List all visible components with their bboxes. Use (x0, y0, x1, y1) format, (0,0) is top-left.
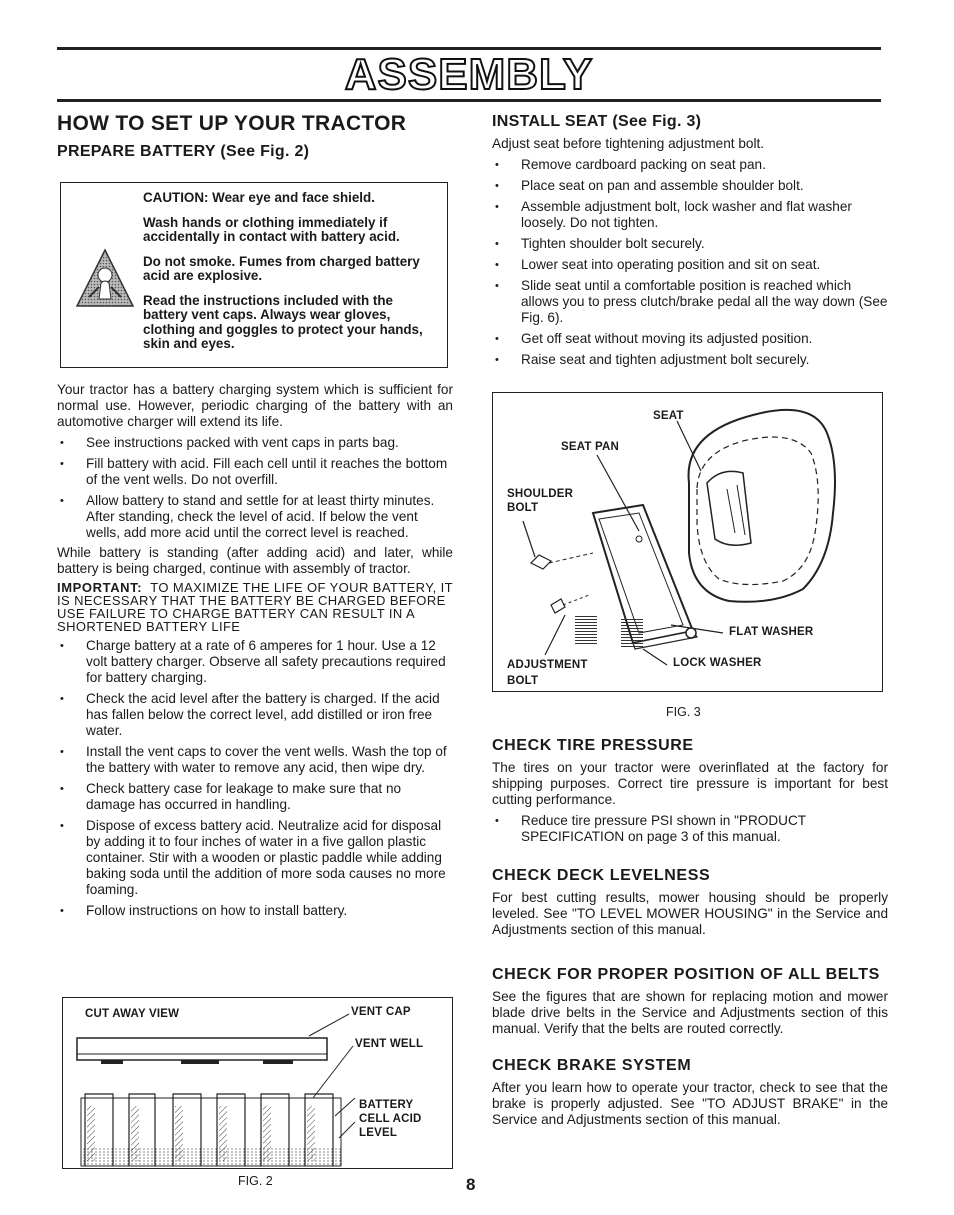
battery-label: BATTERY (359, 1099, 414, 1111)
flat-washer-label: FLAT WASHER (729, 626, 814, 638)
left-column (57, 112, 453, 919)
figure-3-seat (492, 392, 883, 692)
list-item: • Charge battery at a rate of 6 amperes for 1 hour. Use a 12 volt battery charger. Observe all safety precautions required for battery charging. (57, 638, 453, 686)
list-item: • Follow instructions on how to install battery. (57, 903, 453, 919)
list-item: • Remove cardboard packing on seat pan. (492, 157, 888, 173)
caution-line-2: Wash hands or clothing immediately if accidentally in contact with battery acid. (143, 214, 400, 244)
adjustment-label: ADJUSTMENT (507, 659, 588, 671)
page-title: ASSEMBLY (344, 50, 594, 99)
seat-label: SEAT (653, 410, 684, 422)
tire-pressure-heading: CHECK TIRE PRESSURE (492, 737, 694, 754)
shoulder-bolt-label (507, 487, 573, 515)
battery-steps-list (57, 435, 453, 541)
list-item: • Check battery case for leakage to make sure that no damage has occurred in handling. (57, 781, 453, 813)
seat-steps-list (492, 157, 888, 368)
important-label: IMPORTANT: (57, 580, 143, 595)
belts-text: See the figures that are shown for replacing motion and mower blade drive belts in the Service and Adjustments section of this manual. Verify that the belts are routed correctly. (492, 989, 888, 1036)
right-lower-sections (492, 737, 888, 1128)
standing-text: While battery is standing (after adding acid) and later, while battery is being charged, continue with assembly of tractor. (57, 545, 453, 576)
adjustment-bolt-label (507, 657, 588, 689)
caution-box (60, 182, 448, 368)
caution-line-3: Do not smoke. Fumes from charged battery acid are explosive. (143, 253, 420, 283)
caution-line-1: CAUTION: Wear eye and face shield. (143, 190, 375, 205)
tire-steps-list (492, 813, 888, 845)
level-label: LEVEL (359, 1127, 398, 1139)
list-item: • Raise seat and tighten adjustment bolt securely. (492, 352, 888, 368)
cut-away-view-label: CUT AWAY VIEW (85, 1008, 180, 1020)
list-item: • Assemble adjustment bolt, lock washer and flat washer loosely. Do not tighten. (492, 199, 888, 231)
battery-cutaway-drawing (63, 998, 454, 1170)
vent-well-label: VENT WELL (355, 1038, 424, 1050)
important-text: TO MAXIMIZE THE LIFE OF YOUR BATTERY, IT IS NECESSARY THAT THE BATTERY BE CHARGED BEFORE USE FAILURE TO CHARGE BATTERY CAN RESULT IN A SHORTENED BATTERY LIFE (57, 580, 453, 634)
list-item: • Allow battery to stand and settle for at least thirty minutes. After standing, check the level of acid. If below the vent wells, add more acid until the correct level is reached. (57, 493, 453, 541)
list-item: • Check the acid level after the battery is charged. If the acid has fallen below the correct level, add distilled or iron free water. (57, 691, 453, 739)
list-item: • See instructions packed with vent caps in parts bag. (57, 435, 453, 451)
list-item: • Fill battery with acid. Fill each cell until it reaches the bottom of the vent wells. Do not overfill. (57, 456, 453, 488)
list-item: • Get off seat without moving its adjusted position. (492, 331, 888, 347)
brake-text: After you learn how to operate your tractor, check to see that the brake is properly adjusted. See "TO ADJUST BRAKE" in the Service and Adjustments section of this manual. (492, 1080, 888, 1127)
seat-pan-label: SEAT PAN (561, 441, 620, 453)
header-rule-bottom (57, 99, 881, 102)
install-seat-heading: INSTALL SEAT (See Fig. 3) (492, 113, 702, 130)
deck-levelness-heading: CHECK DECK LEVELNESS (492, 867, 711, 884)
tire-pressure-text: The tires on your tractor were overinflated at the factory for shipping purposes. Correct tire pressure is important for best cutting performance. (492, 760, 888, 807)
warning-triangle-icon (75, 247, 135, 309)
bolt-label: BOLT (507, 502, 539, 514)
vent-cap-label: VENT CAP (351, 1006, 411, 1018)
list-item: • Reduce tire pressure PSI shown in "PRODUCT SPECIFICATION on page 3 of this manual. (492, 813, 888, 845)
setup-heading: HOW TO SET UP YOUR TRACTOR (57, 112, 407, 135)
right-column (492, 112, 888, 368)
battery-intro: Your tractor has a battery charging system which is sufficient for normal use. However, periodic charging of the battery with an automotive charger will extend its life. (57, 382, 453, 429)
deck-levelness-text: For best cutting results, mower housing should be properly leveled. See "TO LEVEL MOWER HOUSING" in the Service and Adjustments section of this manual. (492, 890, 888, 937)
lock-washer-label: LOCK WASHER (673, 657, 762, 669)
battery-cell-acid-level-label (359, 1098, 422, 1140)
shoulder-label: SHOULDER (507, 488, 574, 500)
list-item: • Install the vent caps to cover the vent wells. Wash the top of the battery with water to remove any acid, then wipe dry. (57, 744, 453, 776)
figure-2-caption: FIG. 2 (238, 1174, 273, 1188)
charging-steps-list (57, 638, 453, 919)
prepare-battery-heading: PREPARE BATTERY (See Fig. 2) (57, 143, 310, 160)
figure-3-caption: FIG. 3 (666, 705, 701, 719)
belts-heading: CHECK FOR PROPER POSITION OF ALL BELTS (492, 966, 880, 983)
figure-2-battery (62, 997, 453, 1169)
caution-text (143, 191, 427, 362)
list-item: • Place seat on pan and assemble shoulder bolt. (492, 178, 888, 194)
important-note (57, 581, 453, 633)
caution-line-4: Read the instructions included with the battery vent caps. Always wear gloves, clothing and goggles to protect your hands, skin and eyes. (143, 292, 423, 351)
list-item: • Dispose of excess battery acid. Neutralize acid for disposal by adding it to four inches of water in a five gallon plastic container. Stir with a wooden or plastic paddle while adding baking soda until the addition of more soda causes no more foaming. (57, 818, 453, 898)
cell-acid-label: CELL ACID (359, 1113, 422, 1125)
list-item: • Slide seat until a comfortable position is reached which allows you to press clutch/brake pedal all the way down (See Fig. 6). (492, 278, 888, 326)
list-item: • Lower seat into operating position and sit on seat. (492, 257, 888, 273)
list-item: • Tighten shoulder bolt securely. (492, 236, 888, 252)
seat-intro: Adjust seat before tightening adjustment bolt. (492, 136, 765, 151)
bolt-label-2: BOLT (507, 675, 539, 687)
page-number: 8 (466, 1175, 476, 1194)
seat-assembly-drawing (493, 393, 884, 693)
brake-heading: CHECK BRAKE SYSTEM (492, 1057, 692, 1074)
